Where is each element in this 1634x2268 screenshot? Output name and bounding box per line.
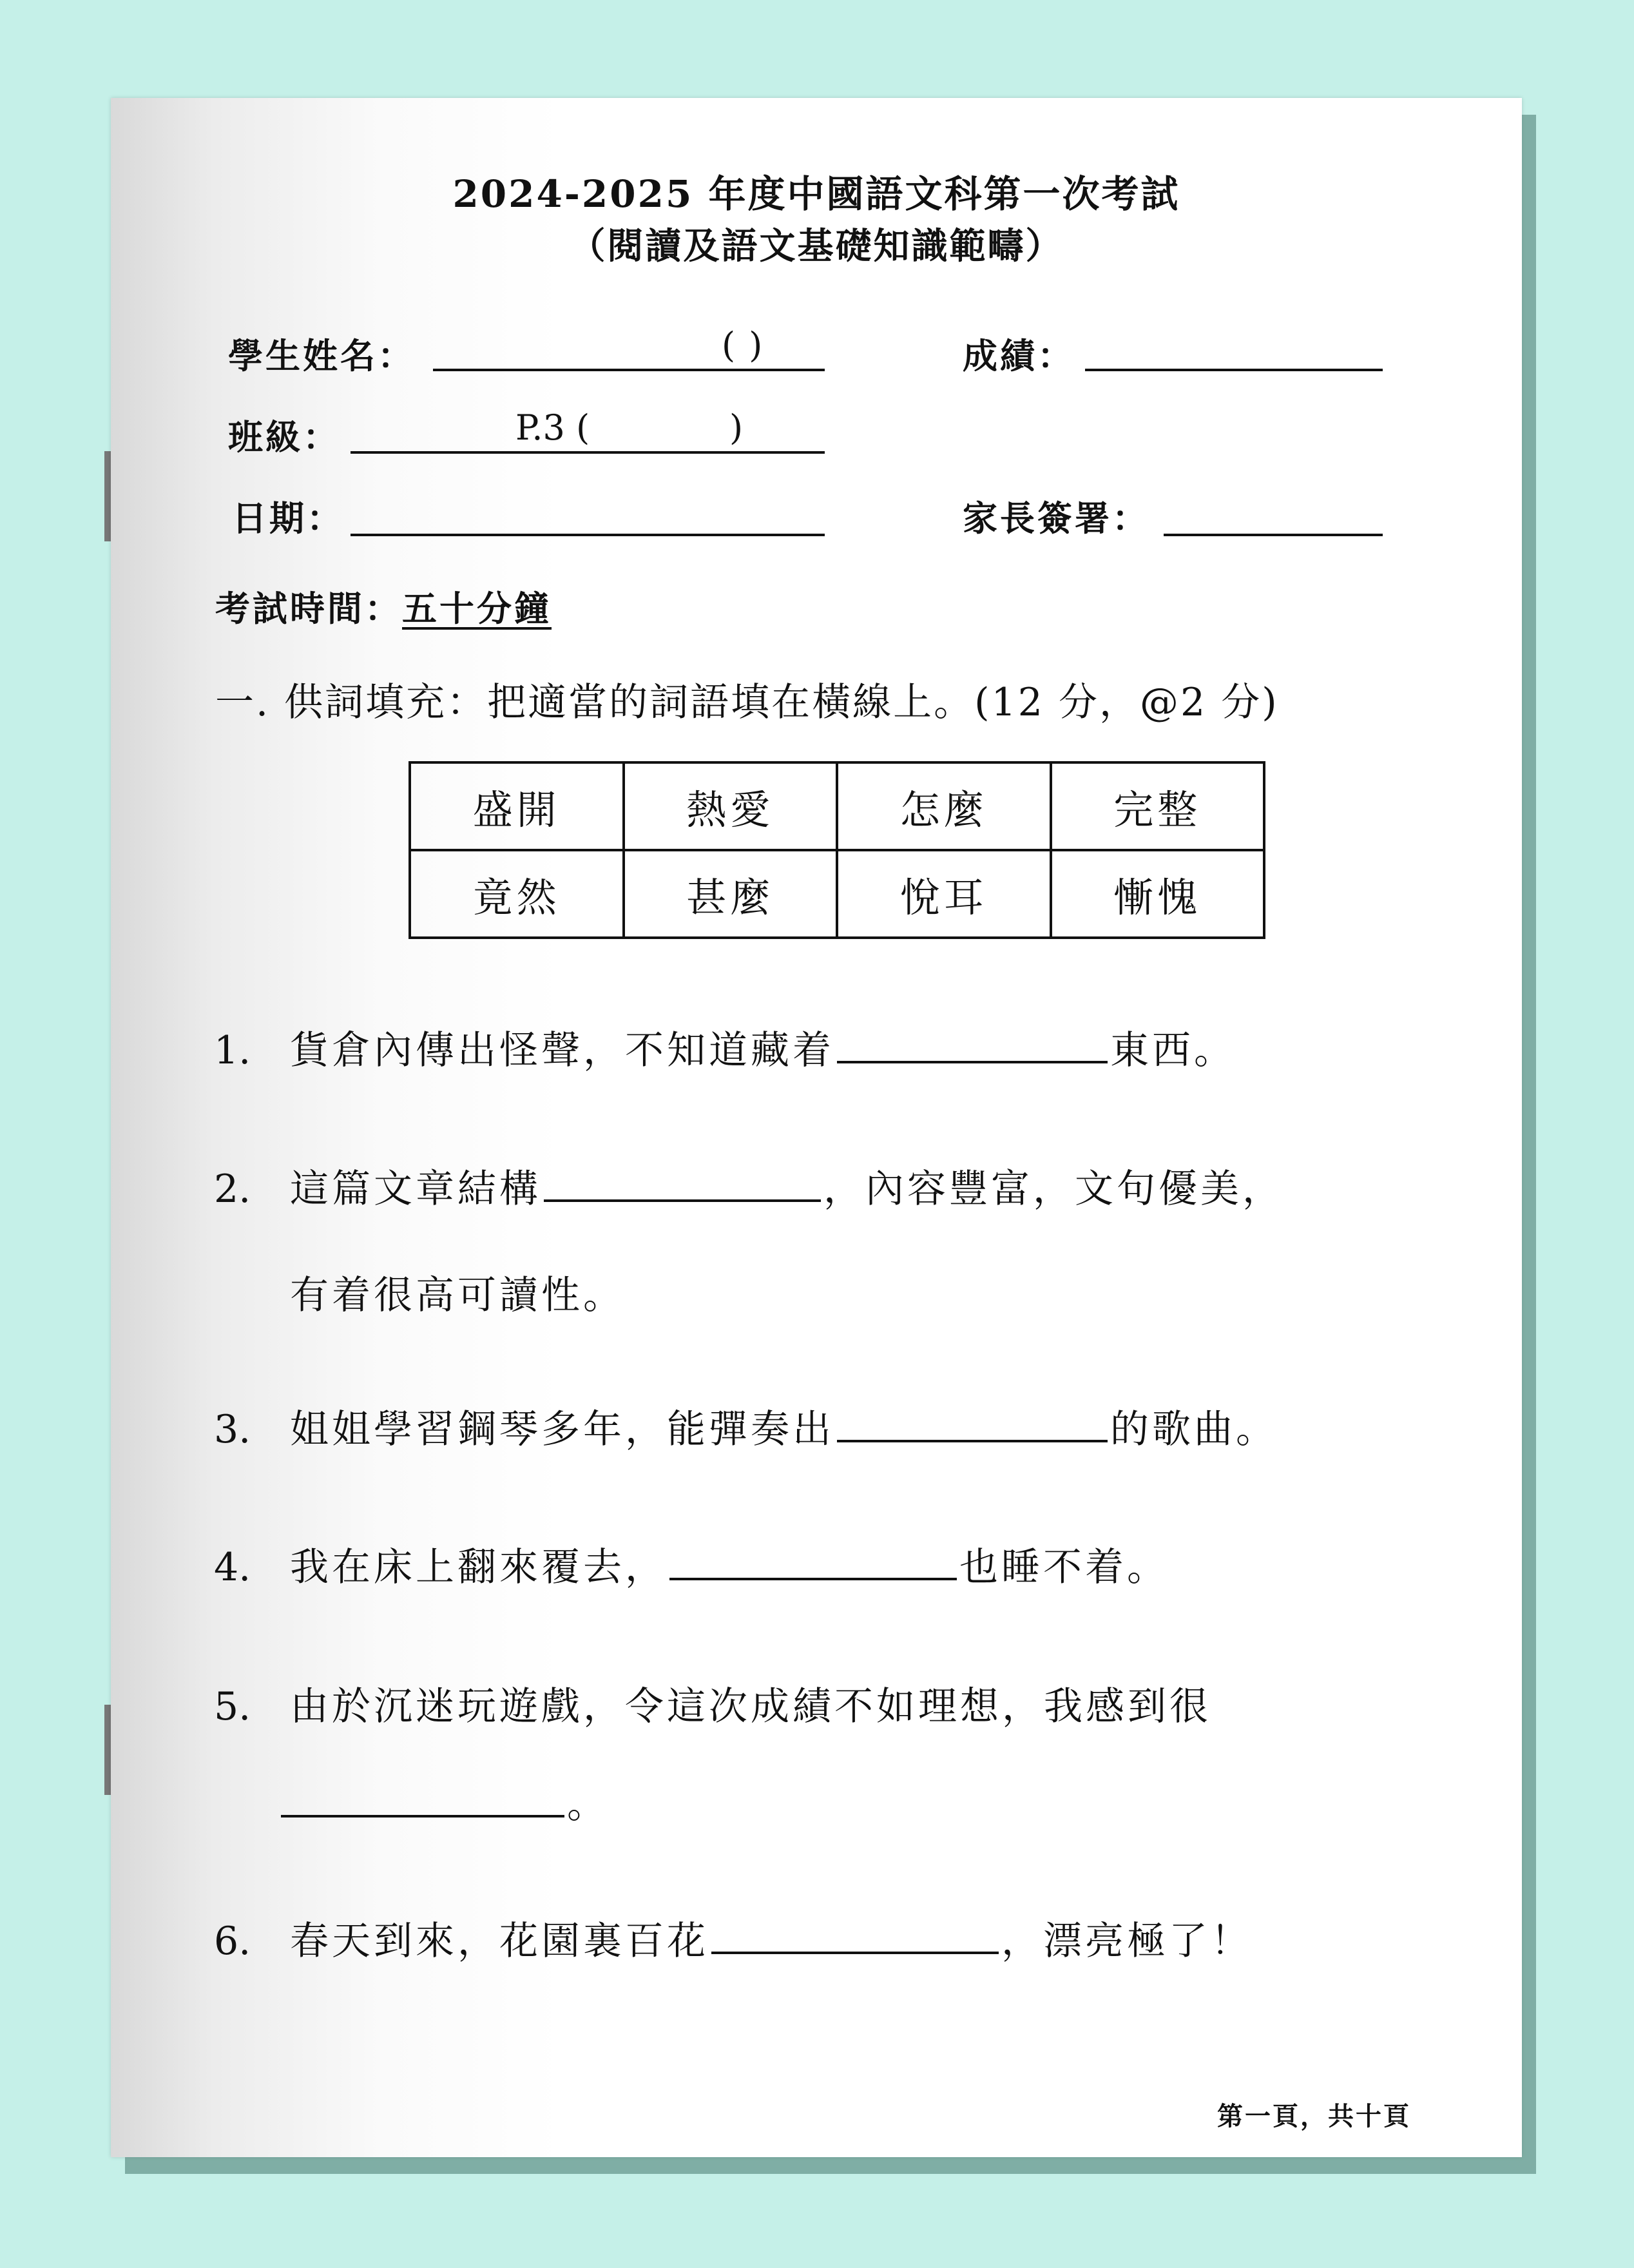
word-bank-row: [410, 762, 1264, 850]
binder-mark-bottom: [104, 1705, 111, 1795]
question-text: 春天到來，花園裏百花: [290, 1919, 709, 1964]
question-5: [214, 1676, 1211, 1731]
date-field[interactable]: [351, 534, 825, 536]
class-field[interactable]: [351, 451, 825, 454]
exam-subtitle: （閱讀及語文基礎知識範疇）: [569, 225, 1064, 267]
date-label: 日期：: [232, 498, 344, 539]
answer-blank-3[interactable]: [837, 1409, 1108, 1442]
question-4: [214, 1536, 1169, 1592]
question-text: 這篇文章結構: [290, 1167, 541, 1212]
question-number: 5.: [214, 1684, 251, 1729]
name-number-paren: ( ): [722, 325, 764, 365]
question-text-end: 也睡不着。: [959, 1545, 1169, 1590]
question-number: 2.: [214, 1167, 251, 1212]
question-text-end: ，內容豐富，文句優美，: [823, 1167, 1284, 1212]
answer-blank-2[interactable]: [544, 1168, 821, 1202]
word-bank-cell: 怎麼: [837, 762, 1051, 850]
word-bank-cell: 完整: [1051, 762, 1265, 850]
duration-value: 五十分鐘: [402, 588, 552, 629]
exam-paper: [111, 98, 1522, 2157]
answer-blank-4[interactable]: [669, 1547, 957, 1580]
score-field[interactable]: [1085, 369, 1383, 371]
question-3: [214, 1399, 1278, 1454]
class-close-paren: ): [729, 407, 744, 448]
question-text: 我在床上翻來覆去，: [290, 1545, 667, 1590]
question-text-end: ，漂亮極了！: [1001, 1919, 1253, 1964]
word-bank-cell: 竟然: [410, 850, 624, 938]
question-2: [214, 1158, 1284, 1214]
page-number: 第一頁，共十頁: [1217, 2101, 1411, 2131]
question-text: 姐姐學習鋼琴多年，能彈奏出: [290, 1407, 834, 1452]
name-field[interactable]: [433, 369, 825, 371]
question-text-end: 的歌曲。: [1110, 1407, 1278, 1452]
answer-blank-5[interactable]: [281, 1784, 564, 1817]
question-5-line-2: [278, 1774, 609, 1829]
question-2-line-2: 有着很高可讀性。: [290, 1273, 625, 1318]
answer-blank-6[interactable]: [711, 1921, 999, 1954]
binder-mark-top: [104, 451, 111, 541]
question-text-end: 。: [567, 1782, 609, 1827]
word-bank-cell: 慚愧: [1051, 850, 1265, 938]
score-label: 成績：: [963, 335, 1075, 376]
word-bank-table: [408, 761, 1265, 939]
name-label: 學生姓名：: [228, 335, 415, 376]
signature-field[interactable]: [1164, 534, 1383, 536]
word-bank-cell: 熱愛: [624, 762, 838, 850]
duration-label: 考試時間：: [215, 588, 402, 629]
question-text-end: 東西。: [1110, 1028, 1236, 1073]
question-1: [214, 1020, 1236, 1075]
question-6: [214, 1910, 1253, 1966]
word-bank-cell: 悅耳: [837, 850, 1051, 938]
class-value: P.3 (: [515, 407, 590, 448]
question-number: 1.: [214, 1028, 251, 1073]
question-text: 貨倉內傳出怪聲，不知道藏着: [290, 1028, 834, 1073]
question-text: 由於沉迷玩遊戲，令這次成績不如理想，我感到很: [290, 1684, 1211, 1729]
class-label: 班級：: [228, 416, 340, 458]
question-number: 6.: [214, 1919, 251, 1964]
word-bank-cell: 盛開: [410, 762, 624, 850]
exam-duration: [215, 581, 552, 631]
exam-title: 2024-2025 年度中國語文科第一次考試: [452, 172, 1180, 216]
section-heading: 一. 供詞填充：把適當的詞語填在橫線上。(12 分，@2 分): [215, 680, 1279, 725]
answer-blank-1[interactable]: [837, 1030, 1108, 1063]
question-number: 3.: [214, 1407, 251, 1452]
question-number: 4.: [214, 1545, 251, 1590]
signature-label: 家長簽署：: [963, 498, 1149, 539]
word-bank-row: [410, 850, 1264, 938]
word-bank-cell: 甚麼: [624, 850, 838, 938]
